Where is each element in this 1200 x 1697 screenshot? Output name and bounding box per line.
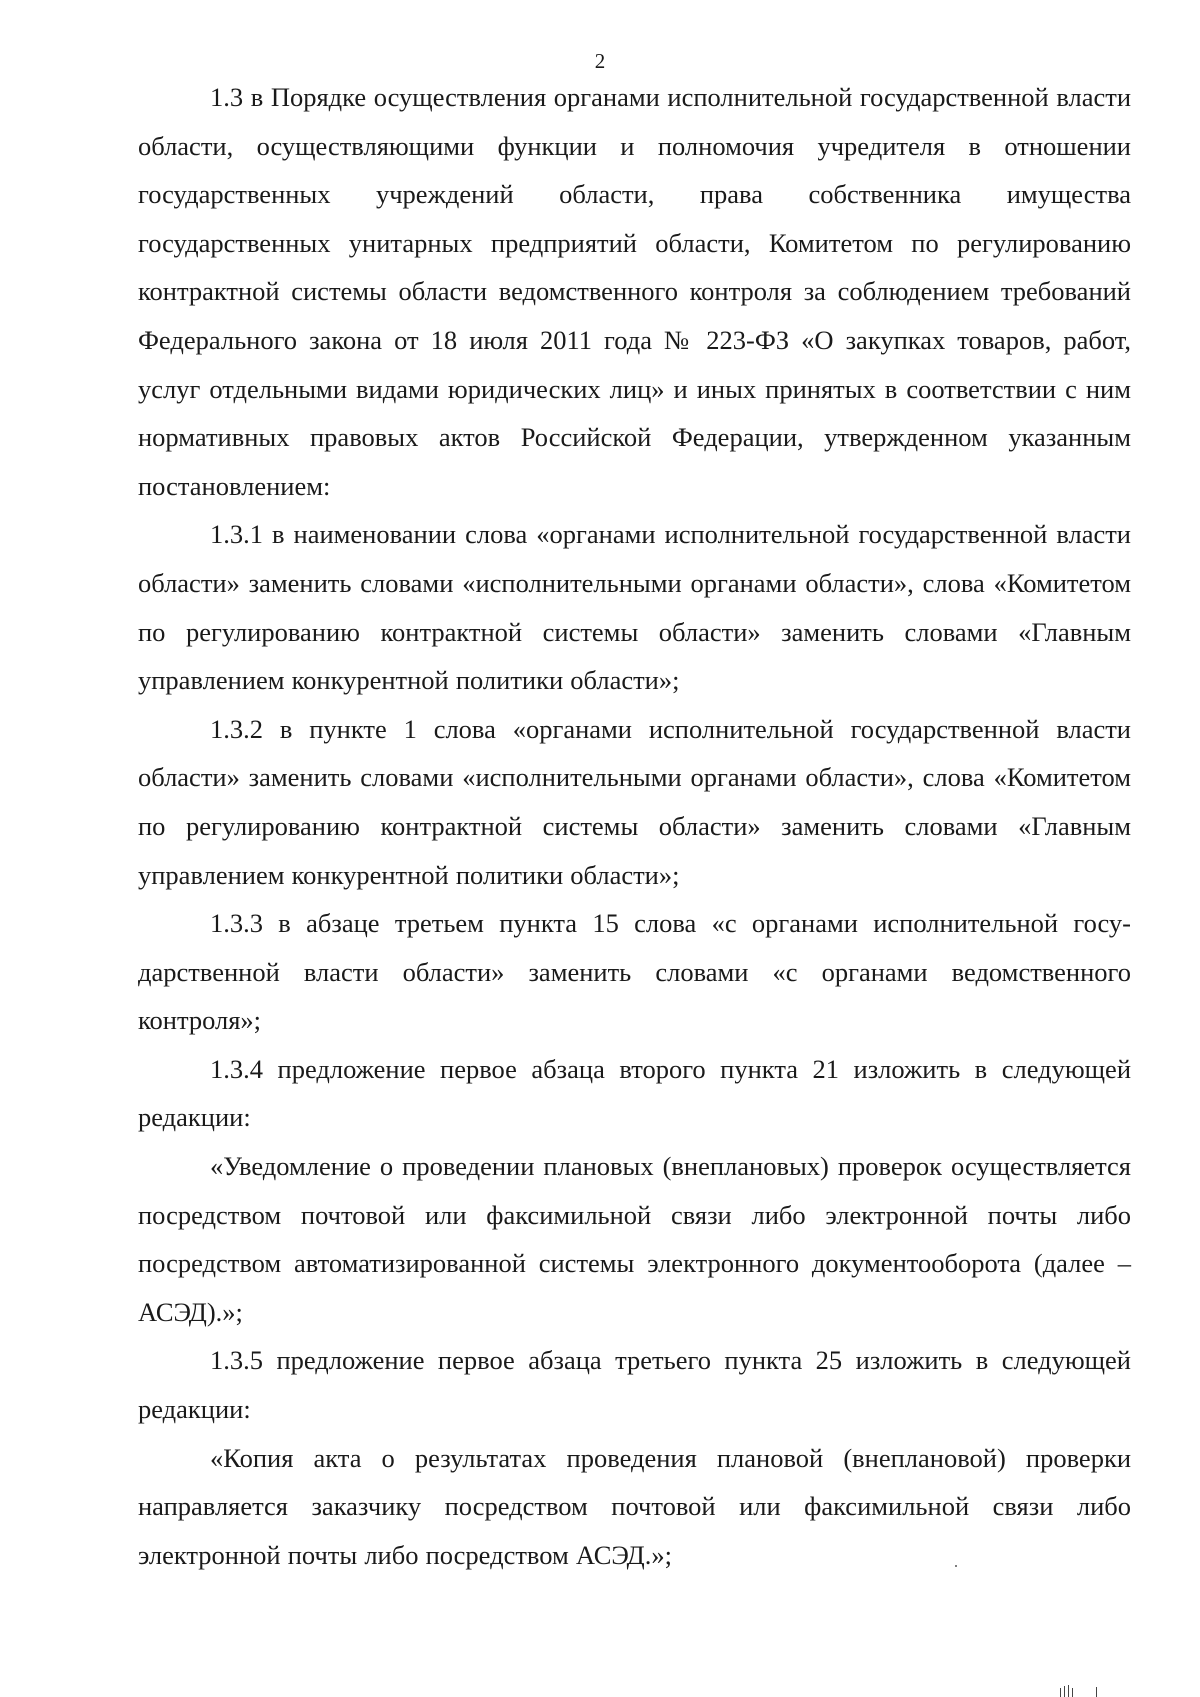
page-number: 2 — [594, 49, 606, 73]
scan-edge-marks — [1060, 1684, 1100, 1697]
paragraph-1-3-3: 1.3.3 в абзаце третьем пункта 15 слова «с органами исполнительной государственной власти области» заменить словами «с органами ведомственного контроля»; — [138, 908, 1131, 1036]
scan-speck — [955, 1565, 957, 1567]
paragraph-1-3-1: 1.3.1 в наименовании слова «органами исполнительной государственной власти области» заменить словами «исполнительными органами области», слова «Комитетом по регулированию контрактной системы области» заменить словами «Главным управлением конкурентной политики области»; — [138, 519, 1131, 696]
paragraph-1-3-2: 1.3.2 в пункте 1 слова «органами исполнительной государственной власти области» заменить словами «исполнительными органами области», слова «Комитетом по регулированию контрактной системы области» заменить словами «Главным управлением конкурентной политики области»; — [138, 713, 1131, 890]
paragraph-1-3-5: 1.3.5 предложение первое абзаца третьего пункта 25 изложить в следующей редакции: — [138, 1345, 1131, 1425]
quoted-text-notification: «Уведомление о проведении плановых (внеплановых) проверок осуществляется посредством почтовой или факсимильной связи либо электронной почты либо посредством автоматизированной системы электронного документооборота (далее – АСЭД).»; — [138, 1151, 1131, 1327]
quoted-text-act-copy: «Копия акта о результатах проведения плановой (внеплановой) проверки направляется заказчику посредством почтовой или факсимильной связи либо электронной почты либо посредством АСЭД.»; — [138, 1442, 1131, 1570]
paragraph-1-3-4: 1.3.4 предложение первое абзаца второго пункта 21 изложить в следующей редакции: — [138, 1053, 1131, 1133]
document-body — [138, 73, 1131, 1579]
paragraph-1-3: 1.3 в Порядке осуществления органами исполнительной государственной власти области, осуществляющими функции и полномочия учредителя в отношении государственных учреждений области, права собственника имущества государственных унитарных предприятий области, Комитетом по регулированию контрактной системы области ведомственного контроля за соблюдением требований Федерального закона от 18 июля 2011 года № 223-ФЗ «О закупках товаров, работ, услуг отдельными видами юридических лиц» и иных принятых в соответствии с ним нормативных правовых актов Российской Федерации, утвержденном указанным постановлением: — [138, 82, 1131, 501]
